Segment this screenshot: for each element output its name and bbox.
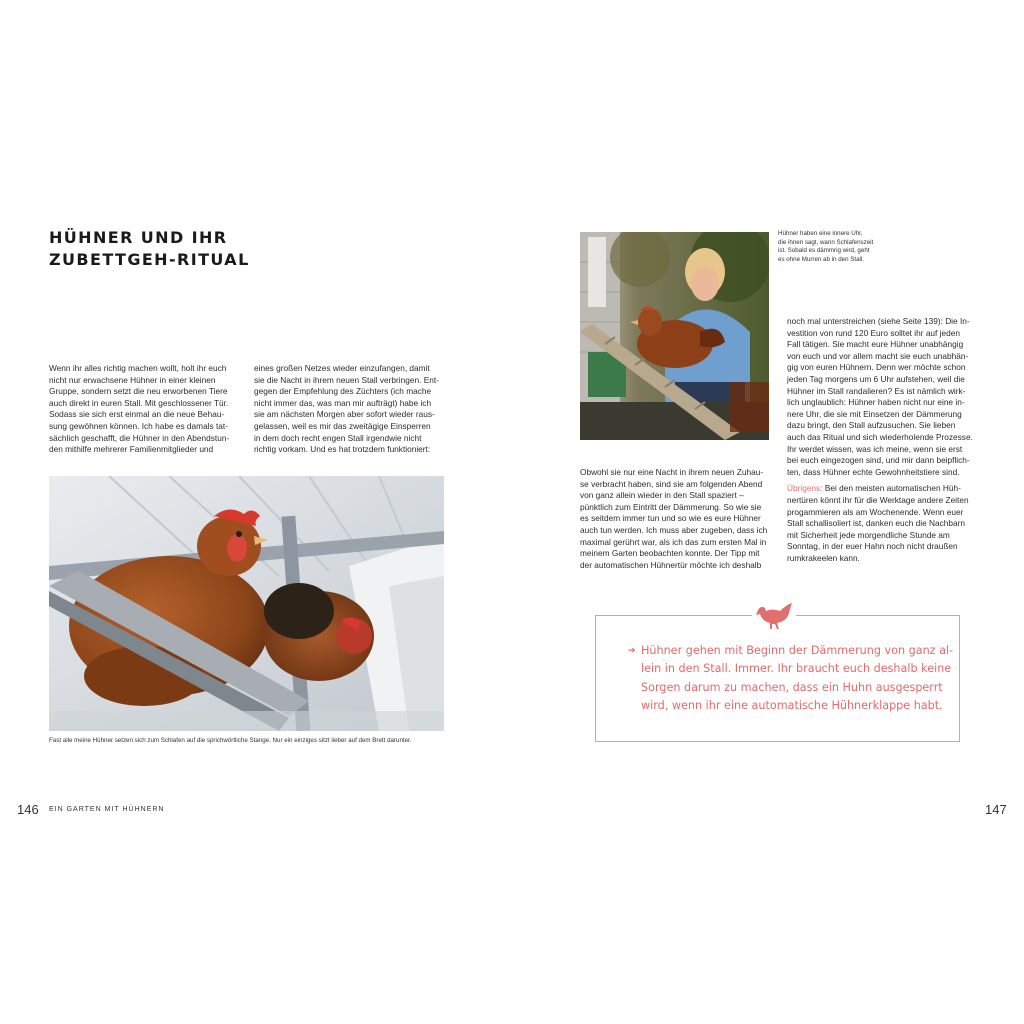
text-line: von ganz allein wieder in den Stall spaziert – xyxy=(580,490,744,501)
woman-with-hen-photo xyxy=(580,232,769,440)
text-line: Gruppe, sondern setzt die neu erworbenen Tiere xyxy=(49,386,228,397)
left-page-number: 146 xyxy=(17,802,39,817)
text-line: der automatischen Hühnertür möchte ich deshalb xyxy=(580,559,762,570)
text-line: meinem Garten beobachten konnte. Der Tipp mit xyxy=(580,548,760,559)
text-line: Sodass sie sich erst einmal an die neue Behau- xyxy=(49,409,225,420)
arrow-right-icon: ➔ xyxy=(628,645,636,655)
text-line: sie am nächsten Morgen aber sofort wieder raus- xyxy=(254,409,435,420)
text-line: gegen der Empfehlung des Züchters (ich mache xyxy=(254,386,432,397)
text-line: Obwohl sie nur eine Nacht in ihrem neuen Zuhau- xyxy=(580,467,764,477)
text-line: auch das Ritual und sich wiederholende Prozesse. xyxy=(787,431,973,442)
text-line: noch mal unterstreichen (siehe Seite 139): Die In- xyxy=(787,316,970,326)
right-column-2 xyxy=(787,316,973,564)
text-line: nertüren könnt ihr für die Werktage andere Zeiten xyxy=(787,494,969,505)
tip-line: Sorgen darum zu machen, dass ein Huhn ausgesperrt xyxy=(641,680,943,694)
section-label: EIN GARTEN MIT HÜHNERN xyxy=(49,806,165,813)
caption-text: Fast alle meine Hühner setzen sich zum Schlafen auf die sprichwörtliche Stange. Nur ein einziges sitzt lieber auf dem Brett darunter. xyxy=(49,737,412,744)
uebrigens-label: Übrigens: xyxy=(787,483,823,494)
text-line: nere Uhr, die sie mit Einsetzen der Dämmerung xyxy=(787,408,962,419)
text-line: rumkrakeelen kann. xyxy=(787,552,860,563)
caption-line: die ihnen sagt, wann Schlafenszeit xyxy=(778,238,874,246)
text-line: es seitdem immer tun und so wie es eure Hühner xyxy=(580,513,761,524)
text-line: von euch und vor allem macht sie euch unabhän- xyxy=(787,350,969,361)
left-photo-caption xyxy=(49,737,412,746)
right-photo-caption xyxy=(778,230,873,264)
text-line: vestition von rund 120 Euro solltet ihr auf jeden xyxy=(787,327,960,338)
text-line: auch direkt in euren Stall. Mit geschlossener Tür. xyxy=(49,397,229,408)
tip-line: wird, wenn ihr eine automatische Hühnerklappe habt. xyxy=(641,699,943,713)
text-line: nicht immer das, was man mir aufträgt) habe ich xyxy=(254,397,432,408)
caption-line: Hühner haben eine innere Uhr, xyxy=(778,230,863,237)
text-line: gelassen, weil es mir das zweitägige Einsperren xyxy=(254,420,431,431)
text-line: auch tun werden. Ich muss aber zugeben, dass ich xyxy=(580,524,768,535)
text-line: progammieren als am Wochenende. Wenn euer xyxy=(787,506,964,517)
text-line: Hühner im Stall randalieren? Es ist nämlich wirk- xyxy=(787,385,966,396)
text-line: Fall tätigen. Sie macht eure Hühner unabhängig xyxy=(787,339,964,350)
tip-line: Hühner gehen mit Beginn der Dämmerung von ganz al- xyxy=(641,644,954,657)
caption-line: es ohne Murren ab in den Stall. xyxy=(778,255,864,263)
text-line: gig von euren Hühnern. Denn wer möchte schon xyxy=(787,362,966,373)
text-line: sie die Nacht in ihrem neuen Stall verbringen. Ent- xyxy=(254,374,439,385)
text-line: Wenn ihr alles richtig machen wollt, holt ihr euch xyxy=(49,363,227,373)
text-line: sächlich geschafft, die Hühner in den Abendstun- xyxy=(49,432,230,443)
text-line: dazu bringt, den Stall aufzusuchen. Sie lieben xyxy=(787,420,956,431)
hens-on-perch-photo xyxy=(49,476,444,731)
right-page-number: 147 xyxy=(985,802,1007,817)
hen-icon xyxy=(752,600,796,632)
text-line: ten, dass Hühner echte Gewohnheitstiere sind. xyxy=(787,466,960,477)
text-line: den mithilfe mehrerer Familienmitglieder und xyxy=(49,444,214,455)
uebrigens-line xyxy=(787,483,973,495)
text-line: bei euch eingezogen sind, und mir dann beipflich- xyxy=(787,455,970,466)
text-line: maximal gerührt war, als ich das zum ersten Mal in xyxy=(580,536,767,547)
title-line-1: HÜHNER UND IHR xyxy=(49,228,228,247)
text-line: sung gewöhnen können. Ich habe es damals tat- xyxy=(49,420,228,431)
text-line: richtig vorkam. Und es hat trotzdem funktioniert: xyxy=(254,444,431,455)
text-line: mit Sicherheit jede morgendliche Stunde am xyxy=(787,529,950,540)
text-line: se verbracht haben, sind sie am folgenden Abend xyxy=(580,478,763,489)
text-line: Sonntag, in der euer Hahn noch nicht draußen xyxy=(787,541,958,552)
right-column-1 xyxy=(580,467,767,571)
tip-text xyxy=(641,642,953,716)
text-line: pünktlich zum Eintritt der Dämmerung. So wie sie xyxy=(580,501,762,512)
tip-line: lein in den Stall. Immer. Ihr braucht euch deshalb keine xyxy=(641,662,952,676)
text-line: Stall schallisoliert ist, danken euch die Nachbarn xyxy=(787,518,966,529)
caption-line: ist. Sobald es dämmrig wird, geht xyxy=(778,247,870,255)
text-line: lich unglaublich: Hühner haben nicht nur eine in- xyxy=(787,397,965,408)
page-title xyxy=(49,227,309,271)
text-line: Ihr werdet wissen, was ich meine, wenn sie erst xyxy=(787,443,963,454)
text-fragment: Bei den meisten automatischen Hüh- xyxy=(822,483,961,494)
text-line: jeden Tag morgens um 6 Uhr aufstehen, weil die xyxy=(787,373,965,384)
text-line: nicht nur erwachsene Hühner in einer kleinen xyxy=(49,374,216,385)
text-line: in dem doch recht engen Stall irgendwie nicht xyxy=(254,432,422,443)
left-column-2 xyxy=(254,363,439,456)
left-column-1 xyxy=(49,363,229,456)
text-line: eines großen Netzes wieder einzufangen, damit xyxy=(254,363,430,373)
title-line-2: ZUBETTGEH-RITUAL xyxy=(49,250,250,269)
